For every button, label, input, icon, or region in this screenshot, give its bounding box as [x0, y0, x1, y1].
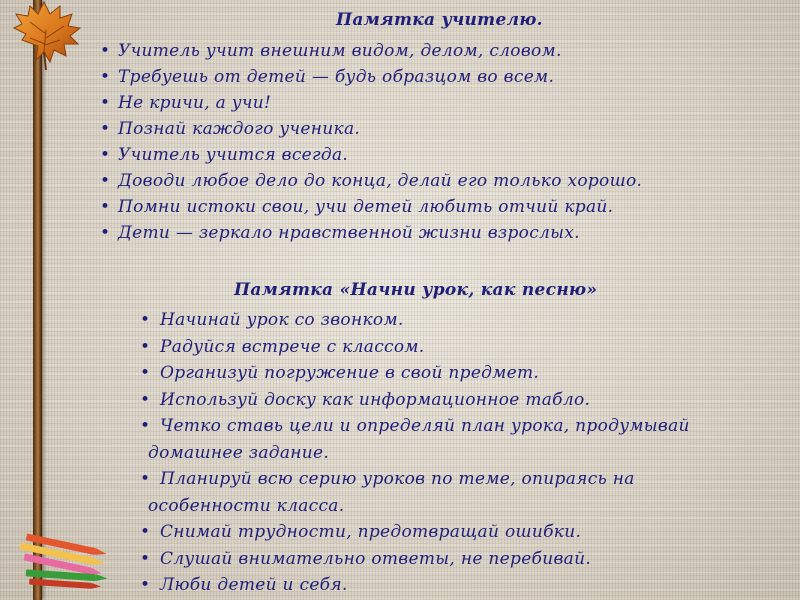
- bullet-icon: •: [100, 41, 111, 61]
- wooden-pole: [33, 0, 42, 600]
- list-item-text-continued: домашнее задание.: [148, 442, 330, 463]
- list-item-text: Используй доску как информационное табло.: [160, 389, 591, 410]
- list-item: [140, 307, 690, 334]
- list-item: [100, 194, 642, 220]
- list-item-text: Учитель учится всегда.: [118, 145, 349, 165]
- list-item-text: Начинай урок со звонком.: [160, 310, 404, 330]
- bullet-icon: •: [140, 363, 151, 383]
- bullet-icon: •: [100, 67, 111, 87]
- list-item-text: Слушай внимательно ответы, не перебивай.: [160, 548, 592, 569]
- bullet-icon: •: [140, 575, 151, 595]
- bullet-icon: •: [100, 197, 111, 217]
- list-item: [100, 38, 642, 64]
- autumn-leaf-icon: [0, 0, 100, 90]
- list-item: [140, 360, 690, 387]
- list-item-text: Четко ставь цели и определяй план урока, продумывай: [160, 416, 690, 436]
- list-item: [140, 387, 690, 414]
- list-item-text: Помни истоки свои, учи детей любить отчий край.: [118, 197, 614, 217]
- bullet-icon: •: [140, 310, 151, 330]
- list-item-text: Доводи любое дело до конца, делай его только хорошо.: [118, 171, 643, 191]
- bullet-icon: •: [140, 522, 151, 542]
- bullet-icon: •: [140, 416, 151, 436]
- list-item: [140, 466, 690, 519]
- memo-teacher-title: Памятка учителю.: [336, 10, 543, 30]
- bullet-icon: •: [140, 548, 151, 569]
- bullet-icon: •: [100, 119, 111, 139]
- list-item-text: Планируй всю серию уроков по теме, опираясь на: [160, 469, 635, 489]
- list-item-text: Учитель учит внешним видом, делом, словом.: [118, 41, 562, 61]
- list-item-text: Радуйся встрече с классом.: [160, 336, 425, 357]
- list-item-text-continued: особенности класса.: [148, 495, 345, 516]
- list-item: [140, 572, 690, 599]
- list-item: [140, 546, 690, 573]
- list-item-text: Организуй погружение в свой предмет.: [160, 363, 540, 383]
- list-item: [140, 413, 690, 466]
- list-item-text: Познай каждого ученика.: [118, 119, 361, 139]
- list-item: [140, 334, 690, 361]
- memo-teacher-list: [100, 38, 642, 246]
- bullet-icon: •: [140, 389, 151, 410]
- bullet-icon: •: [100, 223, 111, 243]
- memo-lesson-list: [140, 307, 690, 599]
- list-item: [100, 220, 642, 246]
- list-item-text: Требуешь от детей — будь образцом во всем.: [118, 67, 555, 87]
- list-item: [100, 142, 642, 168]
- list-item: [100, 168, 642, 194]
- list-item-text: Люби детей и себя.: [160, 575, 348, 595]
- crayons-icon: [8, 532, 123, 592]
- list-item-text: Снимай трудности, предотвращай ошибки.: [160, 522, 582, 542]
- bullet-icon: •: [100, 145, 111, 165]
- list-item: [100, 116, 642, 142]
- bullet-icon: •: [100, 171, 111, 191]
- list-item-text: Дети — зеркало нравственной жизни взрослых.: [118, 223, 580, 243]
- list-item: [100, 64, 642, 90]
- bullet-icon: •: [140, 336, 151, 357]
- list-item: [100, 90, 642, 116]
- memo-lesson-title: Памятка «Начни урок, как песню»: [234, 280, 598, 300]
- bullet-icon: •: [140, 469, 151, 489]
- list-item-text: Не кричи, а учи!: [118, 93, 272, 113]
- bullet-icon: •: [100, 93, 111, 113]
- list-item: [140, 519, 690, 546]
